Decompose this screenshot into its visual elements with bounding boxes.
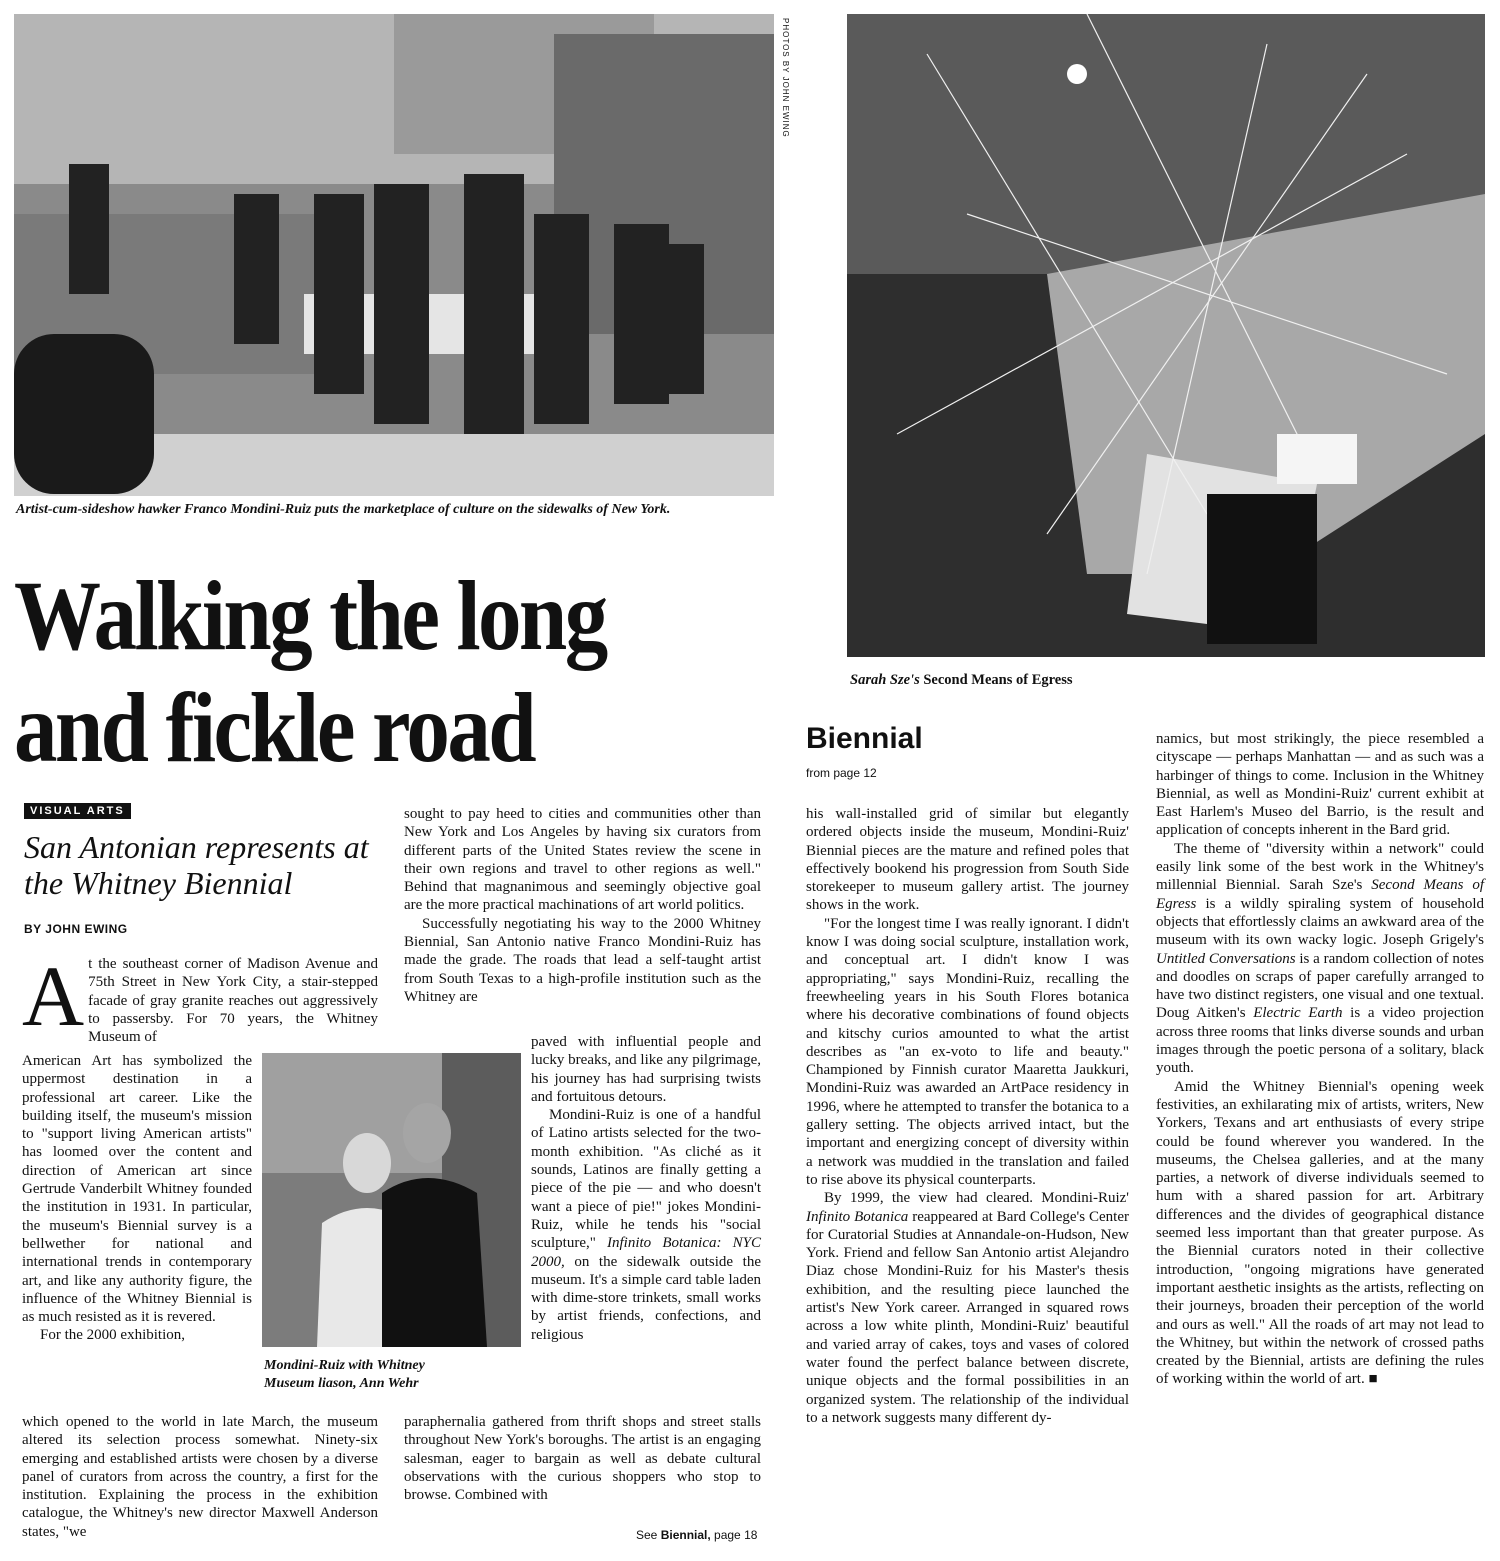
subheadline-deck: San Antonian represents at the Whitney Biennial <box>24 829 369 901</box>
col3-paragraph-1: his wall-installed grid of similar but elegantly ordered objects inside the museum, Mondini-Ruiz' Biennial pieces are the mature and refined poles that effectively bookend his progression from South Side storekeeper to museum gallery artist. The journey shows in the work. <box>806 806 1129 914</box>
col4-paragraph-2: The theme of "diversity within a network" could easily link some of the best work in the Whitney's millennial Biennial. Sarah Sze's Second Means of Egress is a wildly spiraling system of household objects that effortlessly claims an awkward area of the museum with its own wacky logic. Joseph Grigely's Untitled Conversations is a random collection of notes and doodles on scraps of paper carefully arranged to have two distinct registers, one visual and one textual. Doug Aitken's Electric Earth is a video projection across three rooms that links diverse sounds and urban images through the poetic persona of a solitary, black youth. <box>1156 840 1485 1077</box>
col3-paragraph-2: "For the longest time I was really ignorant. I didn't know I was doing social sculpture, installation work, and conceptual art. I didn't know I was appropriating," says Mondini-Ruiz, recalling the freewheeling years in his South Flores botanica where his decorative combinations of found objects and kitschy curios amounted to what the artist describes as "an ex-voto to life and beauty." Championed by Finnish curator Maaretta Jaukkuri, Mondini-Ruiz was awarded an ArtPace residency in 1996, where he attempted to transfer the botanica to a gallery setting. The objects arrived intact, but the important and energizing concept of diversity within a network was muddied in the translation and failed to rise above its physical counterparts. <box>806 915 1129 1188</box>
street-photo <box>14 14 774 496</box>
col4-paragraph-1: namics, but most strikingly, the piece resembled a cityscape — perhaps Manhattan — and as such was a harbinger of things to come. Inclusion in the Whitney Biennial, as well as Mondini-Ruiz' current exhibit at East Harlem's Museo del Barrio, is the result and application of concepts inherent in the Bard grid. <box>1156 731 1484 839</box>
sze-caption-title: Second Means of Egress <box>919 672 1073 688</box>
portrait-photo <box>262 1053 521 1347</box>
headline-line-1: Walking the long <box>14 560 606 671</box>
jump-keyword: Biennial, <box>660 1528 711 1542</box>
column-4 <box>1156 730 1484 1389</box>
infinito-title: Infinito Botanica: NYC 2000, <box>531 1235 761 1270</box>
column-2-bottom <box>404 1413 761 1504</box>
col2-paragraph-3c: paraphernalia gathered from thrift shops and street stalls throughout New York's boroughs. The artist is an engaging salesman, eager to bargain as well as debate cultural observations with the curious shoppers who stop to browse. Combined with <box>404 1414 761 1504</box>
jump-title: Biennial <box>806 722 923 755</box>
column-1-narrow <box>22 1052 252 1345</box>
jump-from-page: from page 12 <box>806 766 877 780</box>
column-1-top <box>22 948 378 1046</box>
column-2-narrow <box>531 1033 761 1344</box>
col1-paragraph-1b: American Art has symbolized the uppermost destination in a professional art career. Like the building itself, the museum's mission to "support living American artists" has loomed over the content and direction of American art since Gertrude Vanderbilt Whitney founded the institution in 1931. In particular, the museum's Biennial survey is a bellwether for national and international trends in contemporary art, and like any authority figure, the influence of the Whitney Biennial is as much resisted as it is revered. <box>22 1053 252 1326</box>
street-photo-caption: Artist-cum-sideshow hawker Franco Mondini-Ruiz puts the marketplace of culture on the sidewalks of New York. <box>16 502 671 517</box>
portrait-caption: Mondini-Ruiz with Whitney Museum liason, Ann Wehr <box>264 1358 425 1391</box>
col3-paragraph-3: By 1999, the view had cleared. Mondini-Ruiz' Infinito Botanica reappeared at Bard College's Center for Curatorial Studies at Annandale-on-Hudson, New York. Friend and fellow San Antonio artist Alejandro Diaz chose Mondini-Ruiz for his Master's thesis exhibition, and the resulting piece launched the artist's New York career. Arranged in squared rows across a low white plinth, Mondini-Ruiz' beautiful and varied array of cakes, toys and vases of colored water found the perfect balance between discrete, unique objects and the formal possibilities in an organized system. The relationship of the individual to a network suggests many different dy- <box>806 1190 1129 1426</box>
headline-line-2: and fickle road <box>14 672 534 783</box>
sze-photo-caption <box>850 672 1073 689</box>
photo-credit: PHOTOS BY JOHN EWING <box>781 18 790 138</box>
col1-paragraph-1: t the southeast corner of Madison Avenue and 75th Street in New York City, a stair-stepped facade of gray granite reaches out aggressively to passersby. For 70 years, the Whitney Museum of <box>88 956 378 1046</box>
sze-caption-artist: Sarah Sze's <box>850 672 920 688</box>
jump-line: See Biennial, page 18 <box>636 1528 758 1542</box>
column-1-bottom <box>22 1413 378 1541</box>
section-kicker: VISUAL ARTS <box>24 803 131 819</box>
col1-paragraph-2a: For the 2000 exhibition, <box>40 1327 185 1344</box>
byline: BY JOHN EWING <box>24 922 128 936</box>
sze-installation-photo <box>847 14 1485 657</box>
col4-paragraph-3: Amid the Whitney Biennial's opening week festivities, an exhilarating mix of artists, writers, New Yorkers, Texans and art enthusiasts of every stripe could be found wherever you wandered. In the museums, the Chelsea galleries, and at the many parties, a network of diverse individuals seemed to hum with a shared passion for art. Arbitrary differences and the divides of geographical distance seemed less important than that greater purpose. As the Biennial curators noted in their collective introduction, "ongoing migrations have generated important aesthetic insights as the artists, reflecting on their journeys, broaden their perception of the world and ours as well." All the roads of art may not lead to the Whitney, but within the network of crossed paths created by the Biennial, artists are defining the rules of working within the world of art. ■ <box>1156 1078 1484 1388</box>
col2-paragraph-3a: Mondini-Ruiz is one of a handful of Latino artists selected for the two-month exhibition. "As cliché as it sounds, Latinos are finally getting a piece of the pie — and who doesn't want a piece of pie!" jokes Mondini-Ruiz, while he tends his "social sculpture," Infinito Botanica: NYC 2000, on the sidewalk outside the museum. It's a simple card table laden with dime-store trinkets, small works by artist friends, confections, and religious <box>531 1107 761 1343</box>
column-3 <box>806 805 1129 1427</box>
col1-paragraph-2b: which opened to the world in late March, the museum altered its selection process somewhat. Ninety-six emerging and established artists were chosen by a diverse panel of curators from across the country, a first for the institution. Explaining the process in the exhibition catalogue, the Whitney's new director Maxwell Anderson states, "we <box>22 1414 378 1540</box>
col2-paragraph-2a: Successfully negotiating his way to the 2000 Whitney Biennial, San Antonio native Franco Mondini-Ruiz has made the grade. The roads that lead a self-taught artist from South Texas to a high-profile institution such as the Whitney are <box>404 915 761 1005</box>
col2-paragraph-1: sought to pay heed to cities and communities other than New York and Los Angeles by having six curators from different parts of the United States review the scene in their own regions and travel to other regions as well." Behind that magnanimous and seemingly objective goal are the more practical machinations of art world politics. <box>404 806 761 914</box>
drop-cap: A <box>22 948 85 1044</box>
col2-paragraph-2b: paved with influential people and lucky breaks, and like any pilgrimage, his journey has had surprising twists and fortuitous detours. <box>531 1034 761 1105</box>
column-2-top <box>404 805 761 1006</box>
